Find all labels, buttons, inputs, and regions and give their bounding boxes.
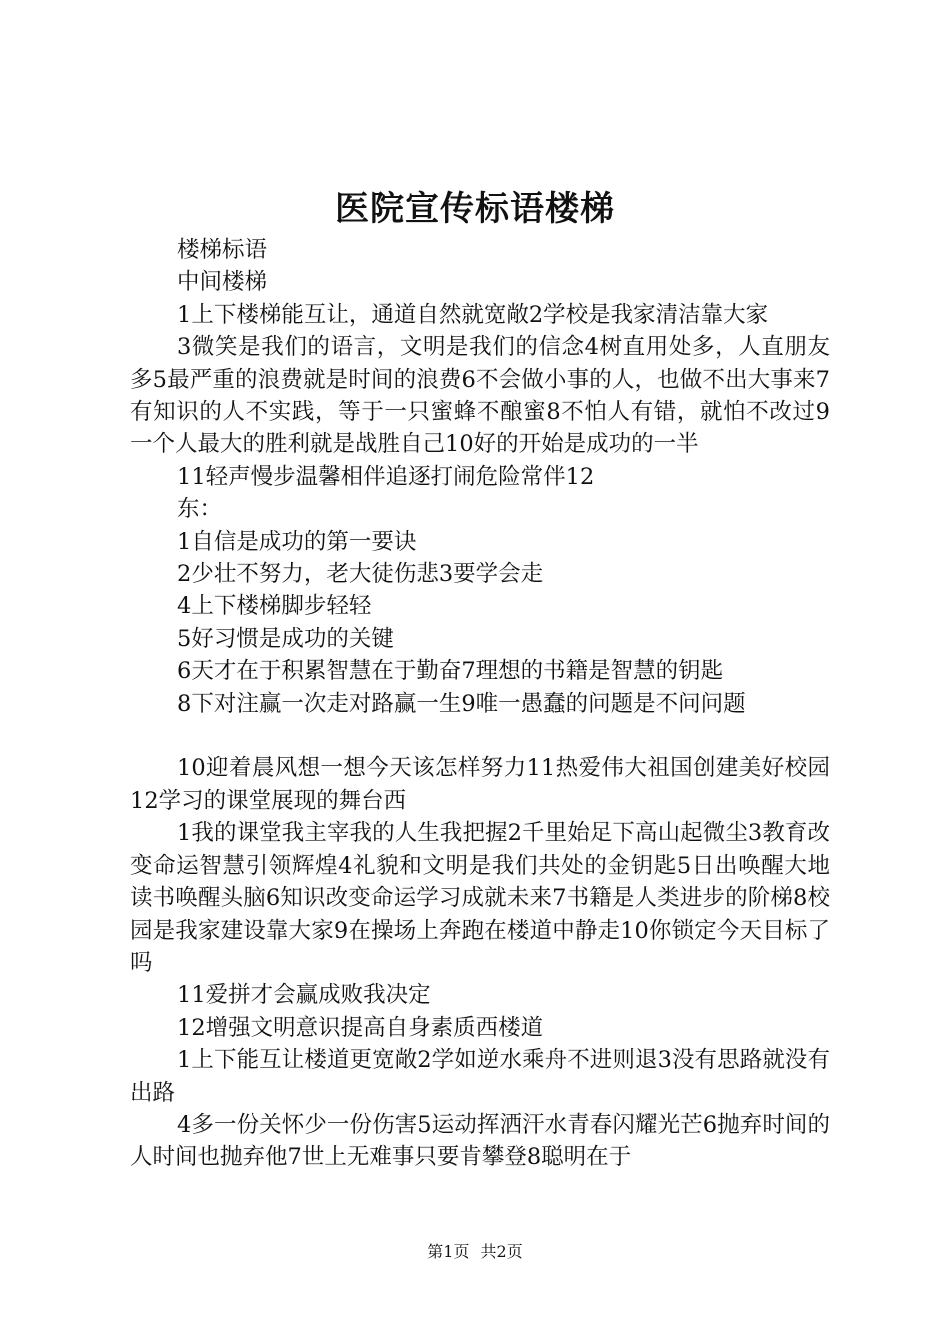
- paragraph: 12增强文明意识提高自身素质西楼道: [177, 1014, 544, 1041]
- page-number-footer: 第1页 共2页: [427, 1242, 523, 1261]
- paragraph: 11轻声慢步温馨相伴追逐打闹危险常伴12: [177, 463, 595, 490]
- paragraph: 中间楼梯: [177, 269, 268, 296]
- paragraph: 6天才在于积累智慧在于勤奋7理想的书籍是智慧的钥匙: [177, 658, 724, 685]
- paragraph: 5好习惯是成功的关键: [177, 625, 394, 652]
- document-body: [130, 234, 830, 1174]
- paragraph: 10迎着晨风想一想今天该怎样努力11热爱伟大祖国创建美好校园12学习的课堂展现的舞台西: [130, 755, 830, 814]
- paragraph: 2少壮不努力，老大徒伤悲3要学会走: [177, 561, 544, 588]
- paragraph: 1上下楼梯能互让，通道自然就宽敞2学校是我家清洁靠大家: [177, 301, 769, 328]
- paragraph: 1自信是成功的第一要诀: [177, 528, 417, 555]
- paragraph: 东：: [177, 496, 223, 523]
- paragraph: 11爱拼才会赢成败我决定: [177, 982, 431, 1009]
- blank-line: [130, 720, 830, 752]
- paragraph: 8下对注赢一次走对路赢一生9唯一愚蠢的问题是不问问题: [177, 690, 746, 717]
- paragraph: 1上下能互让楼道更宽敞2学如逆水乘舟不进则退3没有思路就没有出路: [130, 1047, 830, 1106]
- paragraph: 4上下楼梯脚步轻轻: [177, 593, 372, 620]
- paragraph: 3微笑是我们的语言，文明是我们的信念4树直用处多，人直朋友多5最严重的浪费就是时间的浪费6不会做小事的人，也做不出大事来7有知识的人不实践，等于一只蜜蜂不酿蜜8不怕人有错，就怕不改过9一个人最大的胜利就是战胜自己10好的开始是成功的一半: [130, 334, 830, 458]
- document-title: 医院宣传标语楼梯: [335, 189, 615, 229]
- paragraph: 4多一份关怀少一份伤害5运动挥洒汗水青春闪耀光芒6抛弃时间的人时间也抛弃他7世上无难事只要肯攀登8聪明在于: [130, 1111, 830, 1171]
- paragraph: 楼梯标语: [177, 237, 268, 263]
- paragraph: 1我的课堂我主宰我的人生我把握2千里始足下高山起微尘3教育改变命运智慧引领辉煌4礼貌和文明是我们共处的金钥匙5日出唤醒大地读书唤醒头脑6知识改变命运学习成就未来7书籍是人类进步的阶梯8校园是我家建设靠大家9在操场上奔跑在楼道中静走10你锁定今天目标了吗: [130, 820, 830, 976]
